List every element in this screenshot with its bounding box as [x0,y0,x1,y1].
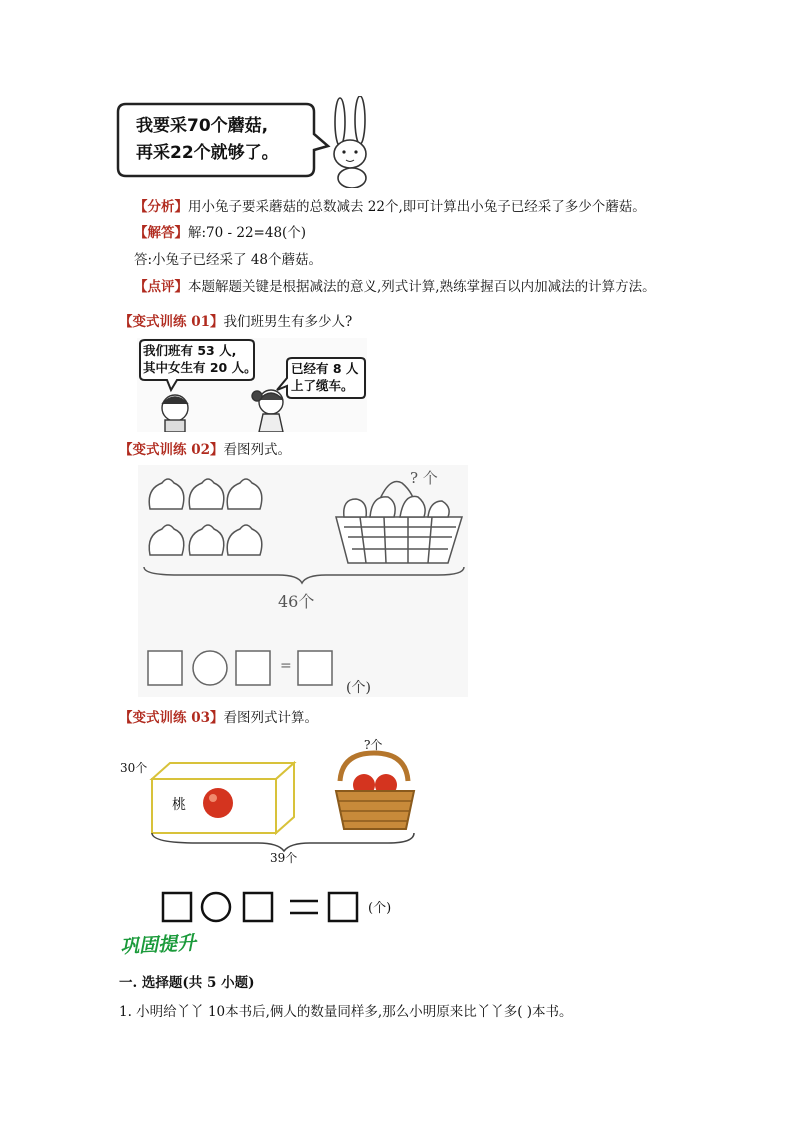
exercise3-basket-label: ?个 [364,738,383,752]
answer-text: 解:70 - 22=48(个) [188,225,307,241]
answer-tag: 【解答】 [134,225,188,241]
exercise2-equals: = [280,658,292,674]
analysis-line [134,198,646,216]
equals-sign [290,901,318,913]
answer-line [134,224,306,242]
comment-line [134,278,656,296]
girl-icon [252,390,283,432]
answer-box-2 [236,651,270,685]
operator-circle [193,651,227,685]
exercise2-heading [119,441,291,459]
comment-tag: 【点评】 [134,279,188,295]
rabbit-bubble-line1: 我要采70个蘑菇, [136,116,269,136]
exercise3-unit: (个) [368,901,392,916]
exercise2-illustration [138,465,468,697]
section-heading: 一. 选择题(共 5 小题) [119,975,255,991]
rabbit-icon [334,96,366,188]
exercise1-bubble1-line2: 其中女生有 20 人。 [143,360,257,375]
answer-box-1 [148,651,182,685]
answer-box-2 [244,893,272,921]
exercise3-box-label: 桃 [172,797,186,813]
exercise3-text: 看图列式计算。 [223,710,318,726]
exercise1-bubble2-line1: 已经有 8 人 [291,361,359,376]
exercise1-heading [119,313,352,331]
answer-box-3 [298,651,332,685]
answer-box-3 [329,893,357,921]
total-brace [144,567,464,583]
peach-basket-icon [336,481,462,563]
analysis-text: 用小兔子要采蘑菇的总数减去 22个,即可计算出小兔子已经采了多少个蘑菇。 [188,199,646,215]
exercise1-bubble2-line2: 上了缆车。 [291,378,354,393]
exercise3-tag: 【变式训练 03】 [119,710,224,726]
exercise3-heading [119,709,318,727]
rabbit-illustration [114,96,384,188]
exercise3-total-label: 39个 [270,851,298,865]
exercise1-tag: 【变式训练 01】 [119,314,224,330]
exercise2-unit: (个) [346,680,371,696]
analysis-tag: 【分析】 [134,199,188,215]
exercise2-text: 看图列式。 [223,442,291,458]
answer-box-1 [163,893,191,921]
peach-group-icon [149,479,262,555]
exercise2-question-label: ? 个 [410,469,438,487]
exercise3-box-count: 30个 [120,761,148,775]
operator-circle [202,893,230,921]
section-banner: 巩固提升 [119,932,197,958]
comment-text: 本题解题关键是根据减法的意义,列式计算,熟练掌握百以内加减法的计算方法。 [188,279,656,295]
exercise3-illustration [118,733,422,929]
rabbit-bubble-line2: 再采22个就够了。 [136,143,279,163]
boy-icon [162,395,188,432]
conclusion-line: 答:小兔子已经采了 48个蘑菇。 [134,252,323,268]
exercise2-total-label: 46个 [278,592,315,611]
exercise1-bubble1-line1: 我们班有 53 人, [143,343,237,358]
peach-in-box-icon [203,788,233,818]
exercise1-text: 我们班男生有多少人? [223,314,353,330]
exercise1-illustration [137,338,367,432]
question-1: 1. 小明给丫丫 10本书后,俩人的数量同样多,那么小明原来比丫丫多( )本书。 [119,1004,573,1020]
wicker-basket-icon [336,753,414,829]
exercise2-tag: 【变式训练 02】 [119,442,224,458]
